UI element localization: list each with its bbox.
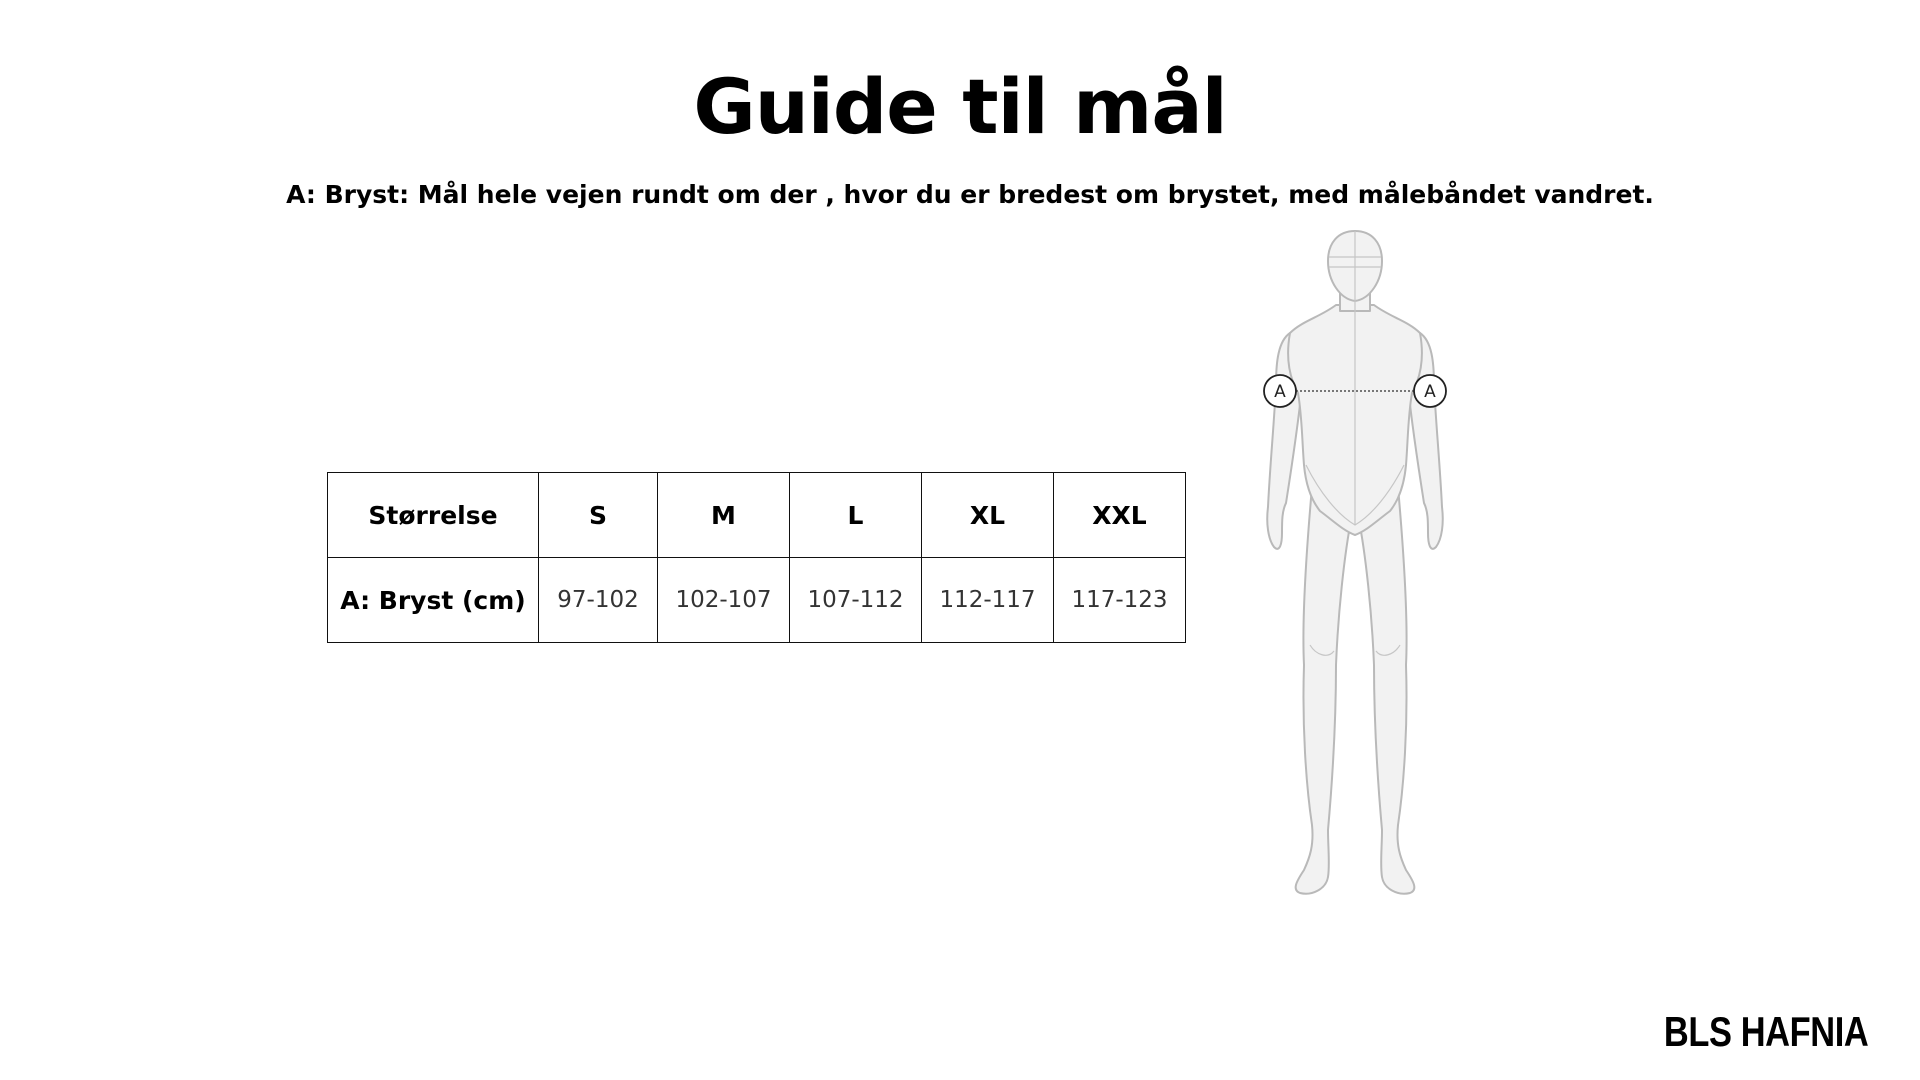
- size-s: S: [539, 473, 658, 558]
- chest-marker-right: [1414, 375, 1446, 407]
- size-xxl: XXL: [1054, 473, 1186, 558]
- size-header-row: [328, 473, 1186, 558]
- chest-value-xxl: 117-123: [1054, 558, 1186, 643]
- marker-right-label: A: [1424, 382, 1436, 402]
- marker-left-label: A: [1274, 382, 1286, 402]
- chest-row: [328, 558, 1186, 643]
- size-row-header: Størrelse: [328, 473, 539, 558]
- chest-value-s: 97-102: [539, 558, 658, 643]
- size-l: L: [790, 473, 922, 558]
- figure-right-leg: [1358, 487, 1414, 894]
- size-m: M: [658, 473, 790, 558]
- brand-logo: BLS HAFNIA: [1663, 1008, 1868, 1055]
- chest-row-label: A: Bryst (cm): [328, 558, 539, 643]
- measurement-instruction: A: Bryst: Mål hele vejen rundt om der , hvor du er bredest om brystet, med målebåndet vandret.: [286, 180, 1654, 209]
- chest-value-m: 102-107: [658, 558, 790, 643]
- page-title: Guide til mål: [693, 62, 1227, 151]
- size-table: [327, 472, 1186, 643]
- chest-value-l: 107-112: [790, 558, 922, 643]
- body-measurement-figure: [1240, 225, 1470, 905]
- size-xl: XL: [922, 473, 1054, 558]
- chest-marker-left: [1264, 375, 1296, 407]
- chest-value-xl: 112-117: [922, 558, 1054, 643]
- figure-left-leg: [1296, 487, 1352, 894]
